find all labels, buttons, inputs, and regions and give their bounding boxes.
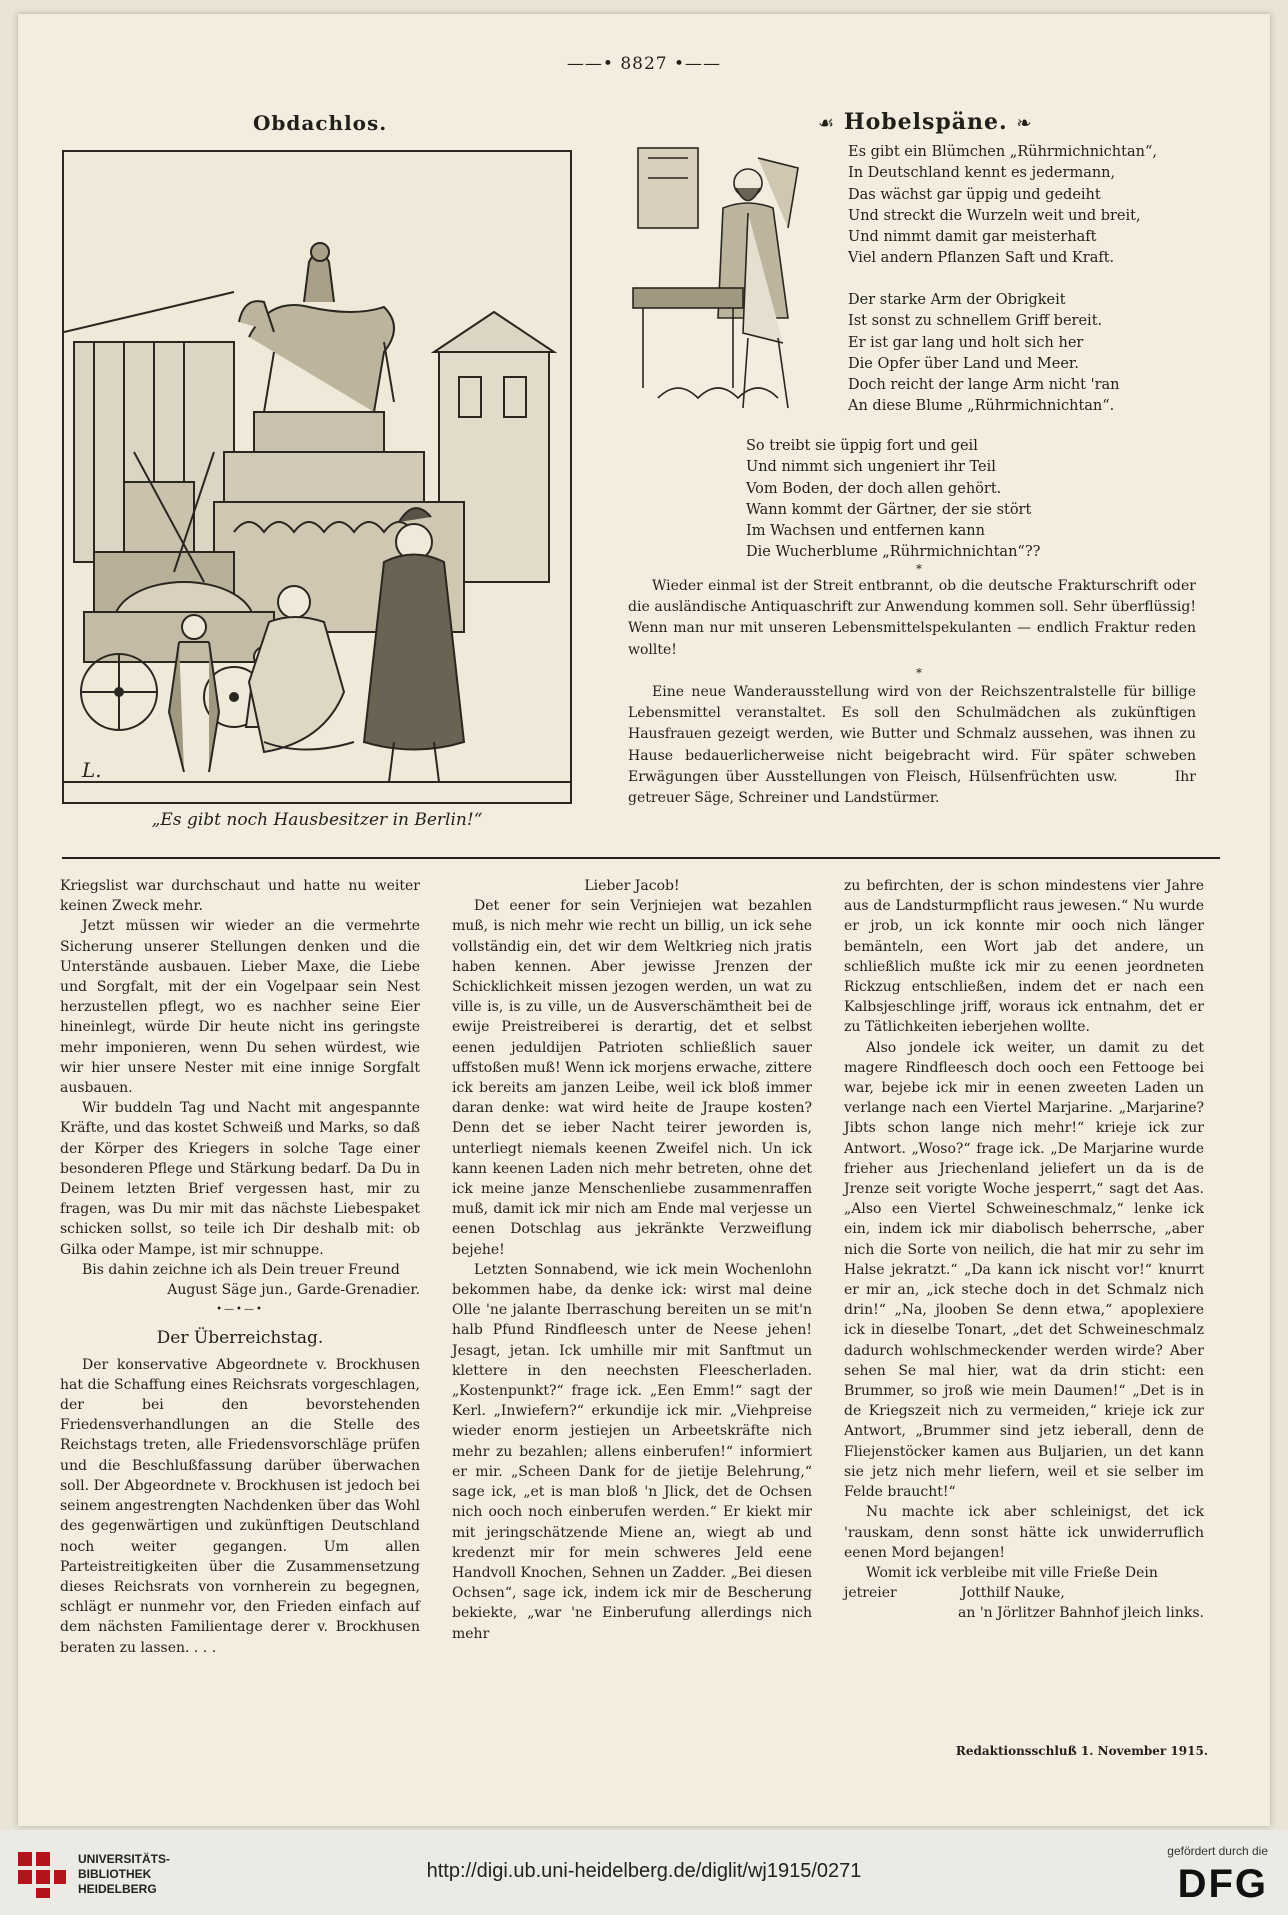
editorial-deadline: Redaktionsschluß 1. November 1915. — [955, 1744, 1208, 1758]
letter-salutation: Lieber Jacob! — [584, 878, 680, 894]
hobelspaene-signature: Ihr getreuer Säge, Schreiner und Landstürmer. — [628, 768, 1196, 807]
poem-line: Und nimmt sich ungeniert ihr Teil — [746, 459, 996, 476]
poem-line: Und nimmt damit gar meisterhaft — [848, 229, 1097, 246]
paragraph-text: Bis dahin zeichne ich als Dein treuer Freund — [82, 1261, 400, 1278]
footer-bar — [0, 1830, 1288, 1915]
hobelspaene-title — [818, 109, 1032, 135]
paragraph-text: Letzten Sonnabend, wie ick mein Wochenlohn bekommen habe, da denke ick: wirst mal deine Olle 'ne jalante Iberraschung bereiten un se mit'n halb Pfund Rindfleesch unter de Neese jehen! Jesagt, jetan. Ick umhille mir mit Sanftmut un klettere in den neechsten Fleescherladen. „Kostenpunkt?“ frage ick. „Een Emm!“ sagt der Kerl. „Inwiefern?“ erkundije ick mir. „Viehpreise wieder enorm jestiejen un Arbeetskräfte nich mehr zu bezahlen; allens einberufen!“ informiert er mir. „Scheen Dank for de jietije Belehrung,“ sage ick, „et is man bloß 'n Jlick, det de Ochsen nich ooch noch einberufen werden.“ Er kiekt mir mit jeringschätzende Miene an, wiegt ab und kredenzt mir for mein schweres Jeld eene Handvoll Knochen, Sehnen un Zadder. „Bei diesen Ochsen“, sage ick, indem ick mir de Bescherung bekiekte, „war 'ne Einberufung allerdings nich mehr — [452, 1261, 812, 1642]
poem-line: Doch reicht der lange Arm nicht 'ran — [848, 377, 1120, 394]
column-1 — [60, 876, 420, 1658]
page-number-value: 8827 — [620, 54, 668, 74]
paragraph-text: Der konservative Abgeordnete v. Brockhusen hat die Schaffung eines Reichsrats vorgeschlagen, der bei den bevorstehenden Friedensverhandlungen an die Stelle des Reichstags treten, alle Friedensvorschläge prüfen und die Beschlußfassung darüber überwachen soll. Der Abgeordnete v. Brockhusen ist jedoch bei seinem angestrengten Nachdenken über das Wohl des gegenwärtigen und zukünftigen Deutschland noch weiter gegangen. Um allen Parteistreitigkeiten über die Zusammensetzung dieses Reichsrats von vornherein zu begegnen, schlägt er nunmehr vor, den Frieden einfach auf dem nächsten Familientage derer v. Brockhusen beraten zu lassen. . . . — [60, 1356, 420, 1656]
newspaper-page — [18, 14, 1270, 1826]
poem-line: Die Wucherblume „Rührmichnichtan“?? — [746, 544, 1041, 561]
poem-line: An diese Blume „Rührmichnichtan“. — [848, 398, 1115, 415]
poem-line: Und streckt die Wurzeln weit und breit, — [848, 207, 1141, 224]
hobelspaene-paragraph-1 — [628, 576, 1196, 661]
funding-note: gefördert durch die — [1167, 1844, 1268, 1858]
permalink-url[interactable]: http://digi.ub.uni-heidelberg.de/diglit/wj1915/0271 — [426, 1860, 862, 1882]
poem-line: In Deutschland kennt es jedermann, — [848, 165, 1116, 182]
poem-line: So treibt sie üppig fort und geil — [746, 438, 978, 454]
section-star: * — [916, 562, 922, 576]
paragraph-text: Jetzt müssen wir wieder an die vermehrte Sicherung unserer Stellungen denken und die Unterstände ausbauen. Lieber Maxe, die Liebe und Sorgfalt, mit der ein Vogelpaar sein Nest herzustellen pflegt, wo es nachher seine Eier hineinlegt, würde Dir heute nicht ins geringste mehr imponieren, wenn Du sehen würdest, wie wir hier unsere Nester mit eine innige Sorgfalt ausbauen. — [60, 918, 420, 1097]
poem-line: Er ist gar lang und holt sich her — [848, 334, 1084, 351]
horizontal-rule — [62, 857, 1220, 859]
carpenter-illustration — [628, 138, 818, 418]
letter-signature: August Säge jun., Garde-Grenadier. — [167, 1282, 420, 1299]
paragraph-text: zu befirchten, der is schon mindestens vier Jahre aus de Landsturmpflicht raus jewesen.“ Nu wurde er jrob, un ick konnte mir ooch nich länger bemänteln, een Wort jab det andere, un schließlich mußte ick mir zu eenen jeordneten Rickzug entschließen, indem det er nach een Kalbsjeschlinge jriff, woraus ick entnahm, det er zu Tätlichkeiten ieberjehen wollte. — [844, 878, 1204, 1036]
poem-stanza-1 — [848, 142, 1157, 270]
letter-signature-address: an 'n Jörlitzer Bahnhof jleich links. — [958, 1605, 1204, 1622]
illustration-obdachlos — [62, 150, 572, 804]
column-2 — [452, 876, 812, 1644]
paragraph-text: Det eener for sein Verjniejen wat bezahlen muß, is nich mehr wie recht un billig, un ick sehe vollständig ein, det wir dem Weltkrieg nich jratis haben kennen. Aber jewisse Jrenzen der Schicklichkeit missen jezogen werden, un wat zu ville is, is zu ville, un de Ausverschämtheit bei de ewije Preistreiberei is derartig, det et selbst eenen jeduldijen Patrioten schließlich sauer uffstoßen muß! Wenn ick morjens erwache, zittere ick bereits am janzen Leibe, weil ick bloß immer daran denke: wat wird heite de Jraupe kosten? Denn det se ieber Nacht teirer jeworden is, unterliegt niemals keenen Zweifel nich. Un ick kann keenen Laden nich mehr betreten, ohne det ick meine janze Menschenliebe zusammenraffen muß, damit ick mir nich am Ende mal verjesse un eenen Dotschlag aus jekränkte Verzweiflung bejehe! — [452, 898, 812, 1258]
poem-line: Vom Boden, der doch allen gehört. — [746, 480, 1002, 497]
poem-line: Wann kommt der Gärtner, der sie stört — [746, 501, 1032, 518]
poem-line: Im Wachsen und entfernen kann — [746, 523, 985, 540]
column-3 — [844, 876, 1204, 1624]
poem-stanza-3 — [746, 436, 1040, 564]
article-subtitle: Der Überreichstag. — [156, 1328, 324, 1349]
paragraph-text: Also jondele ick weiter, un damit zu det magere Rindfleesch doch ooch een Fettooge bei war, bejebe ick mir in eenen zweeten Laden un verlange nach een Viertel Marjarine. „Marjarine? Jibts schon lange nich mehr!“ krieje ick zur Antwort. „Woso?“ frage ick. „De Marjarine wurde frieher aus Jriechenland jeliefert un da is de Jrenze seit vorigte Woche jesperrt,“ sagt det Aas. „Also een Viertel Schweineschmalz,“ lenke ick ein, indem ick mir diabolisch beherrsche, „aber nich die Sorte von neilich, die hat mir zu sehr im Halse jekratzt.“ „Da kann ick nischt vor!“ knurrt er mir an, „ick steche doch in det Schmalz nich drin!“ „Na, jlooben Se denn etwa,“ apoplexiere ick in dieselbe Tonart, „det det Schweineschmalz dadurch wohlschmeckender werden wirde? Aber sehen Se mal hier, wat da drin sticht: een Brummer, so jroß wie mein Daumen!“ „Det is in de Kriegszeit nich zu vermeiden,“ krieje ick zur Antwort, „Brummer sind jetz ieberall, denn de Fliejenstöcker kamen aus Buljarien, un det kann sie jetz nich mehr liefern, weil et sie selber im Felde braucht!“ — [844, 1039, 1204, 1501]
paragraph-text: Nu machte ick aber schleinigst, det ick 'rauskam, denn sonst hätte ick unwiderruflich eenen Mord bejangen! — [844, 1504, 1204, 1561]
dfg-logo[interactable]: DFG — [1177, 1862, 1268, 1906]
hobelspaene-paragraph-2 — [628, 682, 1196, 809]
library-name[interactable]: UNIVERSITÄTS- BIBLIOTHEK HEIDELBERG — [78, 1852, 171, 1896]
paragraph-text: Wir buddeln Tag und Nacht mit angespannte Kräfte, und das kostet Schweiß und Marks, so daß der Körper des Kriegers in solche Tage einer besonderen Pflege und Stärkung bedarf. Da Du in Deinem letzten Brief vergessen hast, mir zu fragen, was Du mir mit das nächste Liebespaket schicken sollst, so teile ich Dir deshalb mit: ob Gilka oder Mampe, ist mir schnuppe. — [60, 1100, 420, 1258]
illustration-caption: „Es gibt noch Hausbesitzer in Berlin!“ — [151, 810, 483, 830]
poem-stanza-2 — [848, 290, 1120, 418]
section-divider: •—•—• — [216, 1304, 264, 1316]
paragraph-text: Wieder einmal ist der Streit entbrannt, ob die deutsche Frakturschrift oder die ausländische Antiquaschrift zur Anwendung kommen soll. Sehr überflüssig! Wenn man nur mit unseren Lebensmittelspekulanten — endlich Fraktur reden wollte! — [628, 578, 1196, 658]
ornament-left-icon: ☙ — [818, 113, 836, 134]
section-star: * — [916, 666, 922, 680]
paragraph-text: Eine neue Wanderausstellung wird von der Reichszentralstelle für billige Lebensmittel veranstaltet. Es soll den Schulmädchen als zukünftigen Hausfrauen gezeigt werden, wie Butter und Schmalz aussehen, was ihnen zu Hause bedauerlicherweise nicht beigebracht wird. Für später schweben Erwägungen über Ausstellungen von Fleisch, Hülsenfrüchten usw. Ihr getreuer Säge, Schreiner und Landstürmer. — [628, 684, 1196, 807]
illustration-title: Obdachlos. — [253, 111, 388, 135]
poem-line: Die Opfer über Land und Meer. — [848, 355, 1079, 372]
poem-line: Ist sonst zu schnellem Griff bereit. — [848, 313, 1103, 330]
page-number: ——• 8827 •—— — [566, 54, 722, 74]
paragraph-text: Womit ick verbleibe mit ville Frieße Dein — [866, 1564, 1158, 1581]
poem-line: Das wächst gar üppig und gedeiht — [848, 186, 1101, 203]
letter-signature: jetreier Jotthilf Nauke, — [844, 1585, 1065, 1602]
poem-line: Es gibt ein Blümchen „Rührmichnichtan“, — [848, 144, 1157, 160]
poem-line: Der starke Arm der Obrigkeit — [848, 292, 1066, 308]
hobelspaene-title-text: Hobelspäne. — [843, 109, 1008, 135]
illustration-signature: L. — [82, 758, 102, 782]
paragraph-text: Kriegslist war durchschaut und hatte nu weiter keinen Zweck mehr. — [60, 878, 420, 915]
poem-line: Viel andern Pflanzen Saft und Kraft. — [848, 250, 1115, 267]
ornament-right-icon: ❧ — [1016, 113, 1033, 134]
illustration-drawing — [64, 152, 570, 802]
